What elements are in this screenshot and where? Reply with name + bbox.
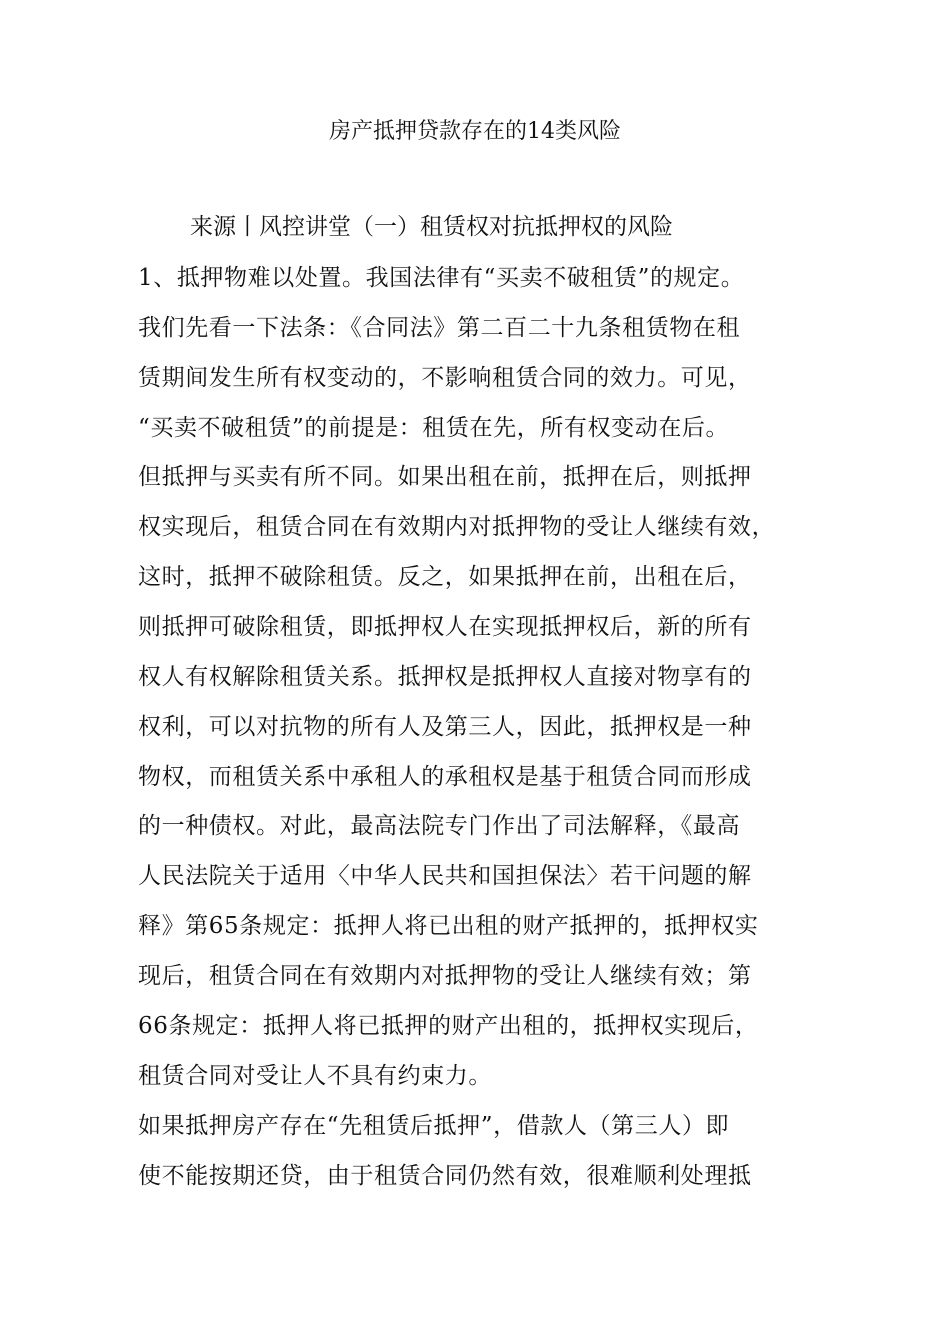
body-line: 如果抵押房产存在“先租赁后抵押”，借款人（第三人）即 [138,1113,730,1139]
body-line: 1、抵押物难以处置。我国法律有“买卖不破租赁”的规定。 [138,265,745,291]
body-line: 租赁合同对受让人不具有约束力。 [138,1063,492,1089]
body-line: 我们先看一下法条：《合同法》第二百二十九条租赁物在租 [138,315,741,341]
body-line: 赁期间发生所有权变动的，不影响租赁合同的效力。可见， [138,365,752,391]
body-line: 66条规定：抵押人将已抵押的财产出租的，抵押权实现后， [138,1013,759,1039]
body-line: 物权，而租赁关系中承租人的承租权是基于租赁合同而形成 [138,764,752,790]
body-line: 现后，租赁合同在有效期内对抵押物的受让人继续有效；第 [138,963,752,989]
body-line: 这时，抵押不破除租赁。反之，如果抵押在前，出租在后， [138,564,752,590]
body-line: 权实现后，租赁合同在有效期内对抵押物的受让人继续有效， [138,514,776,540]
body-line: 权利，可以对抗物的所有人及第三人，因此，抵押权是一种 [138,714,752,740]
body-line: 权人有权解除租赁关系。抵押权是抵押权人直接对物享有的 [138,664,752,690]
body-line: 但抵押与买卖有所不同。如果出租在前，抵押在后，则抵押 [138,464,752,490]
body-line: “买卖不破租赁”的前提是：租赁在先，所有权变动在后。 [138,415,730,441]
body-line: 释》第65条规定：抵押人将已出租的财产抵押的，抵押权实 [138,913,759,939]
document-title: 房产抵押贷款存在的14类风险 [329,119,621,144]
body-line: 的一种债权。对此，最高法院专门作出了司法解释，《最高 [138,813,741,839]
section-subheading: 来源丨风控讲堂（一）租赁权对抗抵押权的风险 [190,214,673,240]
body-line: 则抵押可破除租赁，即抵押权人在实现抵押权后，新的所有 [138,614,752,640]
body-line: 使不能按期还贷，由于租赁合同仍然有效，很难顺利处理抵 [138,1163,752,1189]
body-line: 人民法院关于适用〈中华人民共和国担保法〉若干问题的解 [138,863,752,889]
